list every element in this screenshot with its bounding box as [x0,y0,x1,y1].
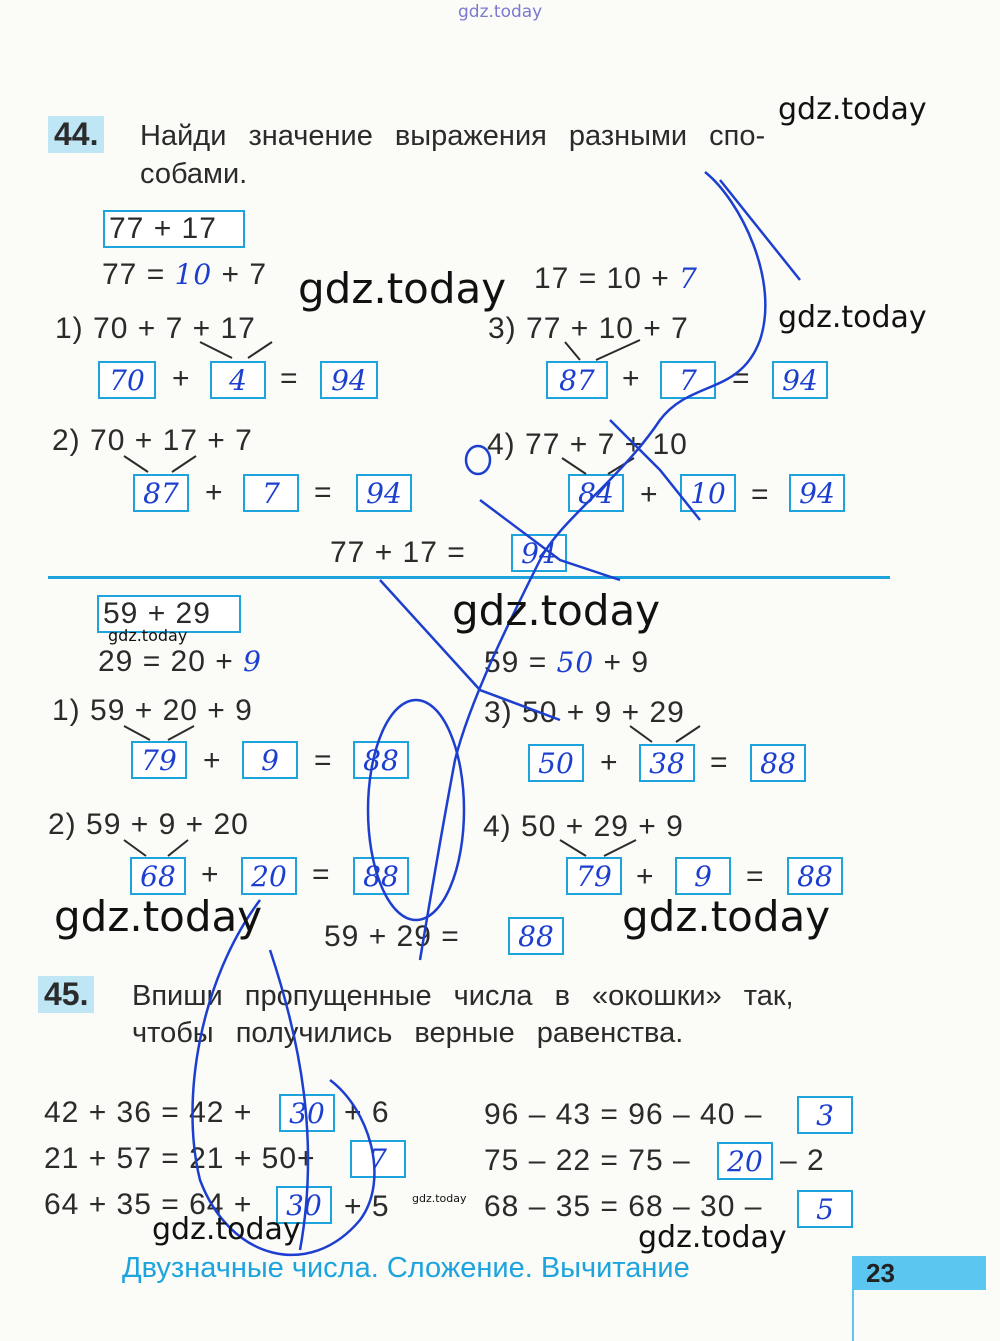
equals-sign: = [312,858,331,891]
answer-box: 79 [131,741,187,779]
answer-box: 94 [789,474,845,512]
answer-box: 88 [750,744,806,782]
handwritten-answer: 7 [679,262,698,295]
answer-box: 20 [241,857,297,895]
task-number-45: 45. [38,976,94,1013]
answer-box: 7 [660,361,716,399]
answer-box: 3 [797,1096,853,1134]
equals-sign: = [710,746,729,779]
method-1-expression-b: 1) 59 + 20 + 9 [52,694,253,727]
page-number: 23 [866,1258,895,1288]
expression-a: 77 + 17 [109,212,217,245]
task45-text-line2: чтобы получились верные равенства. [132,1017,684,1049]
equation-r2: 75 – 22 = 75 – [484,1144,691,1177]
equals-sign: = [746,860,765,893]
task44-text-line1: Найди значение выражения разными спо- [140,120,766,152]
answer-box: 20 [717,1142,773,1180]
equation-l1: 42 + 36 = 42 + [44,1096,253,1129]
decomposition-left-b: 29 = 20 + 9 [98,645,262,678]
method-3-expression-a: 3) 77 + 10 + 7 [488,312,689,345]
decomposition-right-b: 59 = 50 + 9 [484,646,650,679]
equation-r3: 68 – 35 = 68 – 30 – [484,1190,763,1223]
expression-b: 59 + 29 [103,597,211,630]
handwritten-answer: 9 [243,645,262,678]
equals-sign: = [280,362,299,395]
equation-l2: 21 + 57 = 21 + 50+ [44,1142,316,1175]
answer-box: 4 [210,361,266,399]
equals-sign: = [314,476,333,509]
plus-sign: + [201,858,220,891]
handwritten-answer: 50 [556,646,595,679]
task44-text-line2: собами. [140,158,248,190]
answer-box: 88 [353,741,409,779]
answer-box: 70 [98,361,156,399]
answer-box: 87 [133,474,189,512]
watermark: gdz.today [622,892,831,941]
answer-box: 94 [772,361,828,399]
answer-box: 84 [568,474,624,512]
answer-box: 88 [787,857,843,895]
answer-box: 30 [276,1186,332,1224]
answer-box: 7 [243,474,299,512]
equals-sign: = [751,478,770,511]
equation-l3-post: + 5 [344,1190,390,1223]
plus-sign: + [636,860,655,893]
equation-l3: 64 + 35 = 64 + [44,1188,253,1221]
equation-r1: 96 – 43 = 96 – 40 – [484,1098,763,1131]
watermark: gdz.today [108,626,188,645]
equals-sign: = [314,744,333,777]
method-1-expression-a: 1) 70 + 7 + 17 [55,312,256,345]
equation-r2-post: – 2 [780,1144,825,1177]
method-4-expression-b: 4) 50 + 29 + 9 [483,810,684,843]
plus-sign: + [640,478,659,511]
answer-box: 68 [130,857,186,895]
answer-box: 79 [566,857,622,895]
watermark: gdz.today [54,892,263,941]
method-2-expression-a: 2) 70 + 17 + 7 [52,424,253,457]
answer-box: 9 [675,857,731,895]
plus-sign: + [600,746,619,779]
answer-box: 7 [350,1140,406,1178]
answer-box: 88 [353,857,409,895]
watermark: gdz.today [778,92,927,127]
result-box-b: 88 [508,917,564,955]
result-box-a: 94 [511,534,567,572]
task-number-44: 44. [48,116,104,153]
watermark-top: gdz.today [458,2,543,22]
answer-box: 94 [356,474,412,512]
footer-title: Двузначные числа. Сложение. Вычитание [122,1252,690,1284]
decomposition-right-a: 17 = 10 + 7 [534,262,698,295]
watermark: gdz.today [638,1220,787,1255]
answer-box: 9 [242,741,298,779]
result-expression-b: 59 + 29 = [324,920,460,953]
method-3-expression-b: 3) 50 + 9 + 29 [484,696,685,729]
answer-box: 10 [680,474,736,512]
task45-text-line1: Впиши пропущенные числа в «окошки» так, [132,980,794,1012]
answer-box: 30 [279,1094,335,1132]
method-2-expression-b: 2) 59 + 9 + 20 [48,808,249,841]
handwritten-answer: 10 [174,258,213,291]
watermark: gdz.today [452,586,661,635]
watermark: gdz.today [152,1212,301,1247]
decomposition-left-a: 77 = 10 + 7 [102,258,268,291]
handwritten-scribble [193,172,801,1255]
plus-sign: + [622,362,641,395]
plus-sign: + [172,362,191,395]
plus-sign: + [205,476,224,509]
result-expression-a: 77 + 17 = [330,536,466,569]
watermark: gdz.today [412,1192,467,1205]
answer-box: 38 [639,744,695,782]
plus-sign: + [203,744,222,777]
watermark: gdz.today [298,264,507,313]
answer-box: 50 [528,744,584,782]
method-4-expression-a: 4) 77 + 7 + 10 [487,428,688,461]
equals-sign: = [732,362,751,395]
answer-box: 94 [320,361,378,399]
watermark: gdz.today [778,300,927,335]
answer-box: 5 [797,1190,853,1228]
equation-l1-post: + 6 [344,1096,390,1129]
answer-box: 87 [546,361,608,399]
